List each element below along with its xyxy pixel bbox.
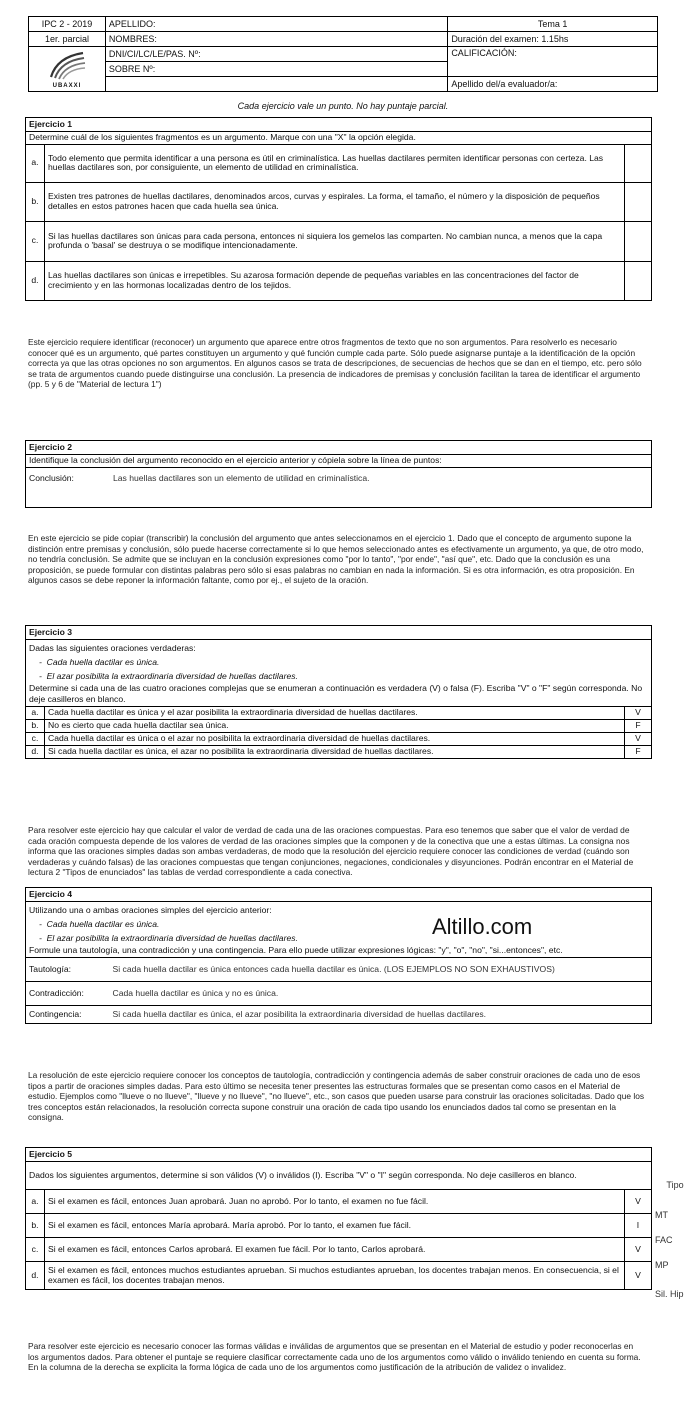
- exercise-3: [25, 625, 652, 759]
- sentence-text: El azar posibilita la extraordinaria diversidad de huellas dactilares.: [46, 671, 298, 681]
- exercise-3-title: Ejercicio 3: [26, 626, 652, 640]
- exercise-3-intro: Dadas las siguientes oraciones verdaderas:: [29, 643, 196, 653]
- sentence-bullet: - Cada huella dactilar es única.: [39, 657, 160, 667]
- apellido-field[interactable]: APELLIDO:: [105, 17, 447, 32]
- answer-box[interactable]: V: [625, 732, 652, 745]
- conclusion-answer[interactable]: Las huellas dactilares son un elemento de utilidad en criminalística.: [113, 472, 370, 483]
- answer-box[interactable]: V: [625, 1238, 652, 1262]
- exercise-4-intro-block: [26, 902, 652, 958]
- sentence-text: El azar posibilita la extraordinaria diversidad de huellas dactilares.: [46, 933, 298, 943]
- nombres-field[interactable]: NOMBRES:: [105, 32, 447, 47]
- duracion-label: Duración del examen: 1.15hs: [448, 32, 658, 47]
- row-text: Si el examen es fácil, entonces muchos estudiantes aprueban. Si muchos estudiantes aprueban, los docentes trabajan menos. En consecuencia, si el examen es fácil, los docentes trabajan menos.: [45, 1262, 625, 1290]
- answer-box[interactable]: F: [625, 745, 652, 758]
- contingencia-label: Contingencia:: [26, 1006, 110, 1024]
- exercise-3-explanation: Para resolver este ejercicio hay que calcular el valor de verdad de cada una de las oraciones compuestas. Para eso tenemos que saber que el valor de verdad de cada oración compuesta depende de los valores de verdad de las oraciones simples que la componen y de la conectiva que une a estas últimas. La consigna nos informa que las oraciones simples dadas son ambas verdaderas, de modo que la resolución del ejercicio requiere conocer las condiciones de verdad (cuándo son verdaderas y cuándo falsas) de las oraciones compuestas que tengan conjunciones, negaciones, condicionales y disyunciones. Podrán encontrar en el Material de lectura 2 "Tipos de enunciados" las tablas de verdad correspondiente a cada conectiva.: [28, 825, 634, 878]
- blank-field: [105, 77, 447, 92]
- exam-header: [28, 16, 658, 92]
- option-text: Si las huellas dactilares son únicas para cada persona, entonces ni siquiera los gemelos las comparten. No cambian nunca, a menos que la capa profunda o 'basal' se destruya o se modifique intencionadamente.: [45, 221, 625, 261]
- exercise-5-prompt: Dados los siguientes argumentos, determine si son válidos (V) o inválidos (I). Escriba "V" o "I" según corresponda. No deje casilleros en blanco.: [26, 1162, 652, 1190]
- tautologia-label: Tautología:: [26, 958, 110, 982]
- row-text: No es cierto que cada huella dactilar sea única.: [45, 719, 625, 732]
- answer-box[interactable]: F: [625, 719, 652, 732]
- sentence-bullet: - El azar posibilita la extraordinaria diversidad de huellas dactilares.: [39, 933, 298, 943]
- logo: [29, 47, 106, 92]
- exercise-4-prompt: Formule una tautología, una contradicción y una contingencia. Para ello puede utilizar expresiones lógicas: "y", "o", "no", "si...entonces", etc.: [29, 945, 563, 955]
- option-label: b.: [26, 182, 45, 221]
- answer-box[interactable]: I: [625, 1214, 652, 1238]
- sentence-bullet: - Cada huella dactilar es única.: [39, 919, 160, 929]
- option-checkbox[interactable]: [625, 182, 652, 221]
- tipo-value: Sil. Hip: [655, 1289, 684, 1299]
- row-label: b.: [26, 1214, 45, 1238]
- option-label: a.: [26, 144, 45, 182]
- exercise-1: [25, 117, 652, 301]
- exam-label: 1er. parcial: [29, 32, 106, 47]
- dni-field[interactable]: DNI/CI/LC/LE/PAS. Nº:: [105, 47, 447, 62]
- scoring-note: Cada ejercicio vale un punto. No hay puntaje parcial.: [237, 101, 449, 111]
- answer-box[interactable]: V: [625, 1262, 652, 1290]
- row-text: Si el examen es fácil, entonces María aprobará. María aprobó. Por lo tanto, el examen fue fácil.: [45, 1214, 625, 1238]
- row-text: Si el examen es fácil, entonces Juan aprobará. Juan no aprobó. Por lo tanto, el examen no fue fácil.: [45, 1190, 625, 1214]
- row-label: a.: [26, 1190, 45, 1214]
- exercise-5-title: Ejercicio 5: [26, 1148, 652, 1162]
- row-label: c.: [26, 1238, 45, 1262]
- row-text: Cada huella dactilar es única o el azar no posibilita la extraordinaria diversidad de huellas dactilares.: [45, 732, 625, 745]
- option-text: Las huellas dactilares son únicas e irrepetibles. Su azarosa formación depende de pequeñas variables en las concentraciones del factor de crecimiento y en las hormonas localizadas dentro de los tejidos.: [45, 261, 625, 300]
- logo-text: UBAXXI: [52, 83, 82, 90]
- option-checkbox[interactable]: [625, 261, 652, 300]
- option-text: Todo elemento que permita identificar a una persona es útil en criminalística. Las huellas dactilares permiten identificar personas con certeza. Las huellas dactilares son, por consiguiente, un elemento de utilidad en criminalística.: [45, 144, 625, 182]
- ubaxxi-logo-icon: [47, 51, 87, 81]
- calificacion-field[interactable]: CALIFICACIÓN:: [448, 47, 658, 77]
- exercise-1-prompt: Determine cuál de los siguientes fragmentos es un argumento. Marque con una "X" la opción elegida.: [26, 132, 652, 145]
- tipo-value: FAC: [655, 1235, 673, 1245]
- exercise-1-explanation: Este ejercicio requiere identificar (reconocer) un argumento que aparece entre otros fragmentos de texto que no son argumentos. Para resolverlo es necesario conocer qué es un argumento, qué partes constituyen un argumento y qué función cumple cada parte. Sólo puede asignarse puntaje a la identificación de la opción correcta ya que las otras opciones no son argumentos. En algunos casos se trata de descripciones, de secuencias de hechos que se dan en el tiempo, etc. pero sólo se trata de argumentos cuando puede distinguirse una conclusión. La presencia de indicadores de premisas y conclusión facilitan la tarea de identificar el argumento (pp. 5 y 6 de "Material de lectura 1"): [28, 337, 642, 390]
- exercise-4-title: Ejercicio 4: [26, 888, 652, 902]
- tipo-value: MT: [655, 1210, 668, 1220]
- exercise-3-prompt: Determine si cada una de las cuatro oraciones complejas que se enumeran a continuación es verdadera (V) o falsa (F). Escriba "V" o "F" según corresponda. No deje casilleros en blanco.: [29, 683, 643, 704]
- sobre-field[interactable]: SOBRE Nº:: [105, 62, 447, 77]
- conclusion-label: Conclusión:: [29, 472, 74, 483]
- exercise-5-explanation: Para resolver este ejercicio es necesario conocer las formas válidas e inválidas de argumentos que se presentan en el Material de estudio y poder reconocerlas en los argumentos dados. Para obtener el puntaje se requiere clasificar correctamente cada uno de los argumentos como válido o inválido teniendo en cuenta su forma. En la columna de la derecha se explicita la forma lógica de cada uno de los argumentos como justificación de la atribución de validez o invalidez.: [28, 1341, 641, 1373]
- contingencia-answer[interactable]: Si cada huella dactilar es única, el azar posibilita la extraordinaria diversidad de huellas dactilares.: [110, 1006, 652, 1024]
- contradiccion-answer[interactable]: Cada huella dactilar es única y no es única.: [110, 982, 652, 1006]
- contradiccion-label: Contradicción:: [26, 982, 110, 1006]
- evaluador-field[interactable]: Apellido del/a evaluador/a:: [448, 77, 658, 92]
- row-label: d.: [26, 1262, 45, 1290]
- row-text: Si el examen es fácil, entonces Carlos aprobará. El examen fue fácil. Por lo tanto, Carlos aprobará.: [45, 1238, 625, 1262]
- tema-label: Tema 1: [448, 17, 658, 32]
- row-text: Cada huella dactilar es única y el azar posibilita la extraordinaria diversidad de huellas dactilares.: [45, 707, 625, 720]
- answer-box[interactable]: V: [625, 707, 652, 720]
- exercise-2-explanation: En este ejercicio se pide copiar (transcribir) la conclusión del argumento que antes seleccionamos en el ejercicio 1. Dado que el concepto de argumento supone la distinción entre premisas y conclusión, sólo puede hacerse correctamente si lo que hemos seleccionado antes es efectivamente un argumento, ya que, de otro modo, no tendría conclusión. Se admite que se incluyan en la conclusión expresiones como "por lo tanto", "por ende", "así que", etc. Dado que la conclusión es una proposición, se puede formular con distintas palabras pero sólo si esas palabras no cambian en nada la información. Si es otra información, es otra proposición. En algunos casos se debe reponer la información faltante, como por ej., el sujeto de la oración.: [28, 533, 644, 586]
- tipo-header: Tipo: [666, 1180, 684, 1190]
- exercise-2-title: Ejercicio 2: [26, 441, 652, 455]
- sentence-text: Cada huella dactilar es única.: [46, 657, 160, 667]
- conclusion-row: [26, 467, 652, 507]
- sentence-bullet: - El azar posibilita la extraordinaria diversidad de huellas dactilares.: [39, 671, 298, 681]
- exercise-4-intro: Utilizando una o ambas oraciones simples del ejercicio anterior:: [29, 905, 272, 915]
- course-label: IPC 2 - 2019: [29, 17, 106, 32]
- exercise-3-intro-block: [26, 640, 652, 707]
- exercise-1-title: Ejercicio 1: [26, 118, 652, 132]
- option-label: c.: [26, 221, 45, 261]
- option-checkbox[interactable]: [625, 221, 652, 261]
- sentence-text: Cada huella dactilar es única.: [46, 919, 160, 929]
- row-label: d.: [26, 745, 45, 758]
- row-label: b.: [26, 719, 45, 732]
- exercise-2-prompt: Identifique la conclusión del argumento reconocido en el ejercicio anterior y cópiela sobre la línea de puntos:: [26, 455, 652, 468]
- option-text: Existen tres patrones de huellas dactilares, denominados arcos, curvas y espirales. La forma, el tamaño, el número y la disposición de pequeños detalles en estos patrones hacen que cada huella sea única.: [45, 182, 625, 221]
- exercise-5: [25, 1147, 652, 1290]
- row-label: a.: [26, 707, 45, 720]
- watermark: Altillo.com: [432, 914, 533, 939]
- exercise-4-explanation: La resolución de este ejercicio requiere conocer los conceptos de tautología, contradicción y contingencia además de saber construir oraciones de cada uno de esos tipos a partir de oraciones simples dadas. Para esto último se necesita tener presentes las estructuras formales que se presentan como casos en el Material de estudio. Ejemplos como "llueve o no llueve", "llueve y no llueve", "no llueve", etc., son casos que pueden usarse para construir las oraciones solicitadas. Dado que los tres conceptos están relacionados, la resolución correcta supone construir una oración de cada tipo usando los enunciados dados tal como se presentan en la consigna.: [28, 1070, 645, 1123]
- option-checkbox[interactable]: [625, 144, 652, 182]
- exercise-2: [25, 440, 652, 508]
- answer-box[interactable]: V: [625, 1190, 652, 1214]
- exercise-4: [25, 887, 652, 1024]
- tautologia-answer[interactable]: Si cada huella dactilar es única entonces cada huella dactilar es única. (LOS EJEMPLOS NO SON EXHAUSTIVOS): [110, 958, 652, 982]
- option-label: d.: [26, 261, 45, 300]
- row-label: c.: [26, 732, 45, 745]
- row-text: Si cada huella dactilar es única, el azar no posibilita la extraordinaria diversidad de huellas dactilares.: [45, 745, 625, 758]
- tipo-value: MP: [655, 1260, 669, 1270]
